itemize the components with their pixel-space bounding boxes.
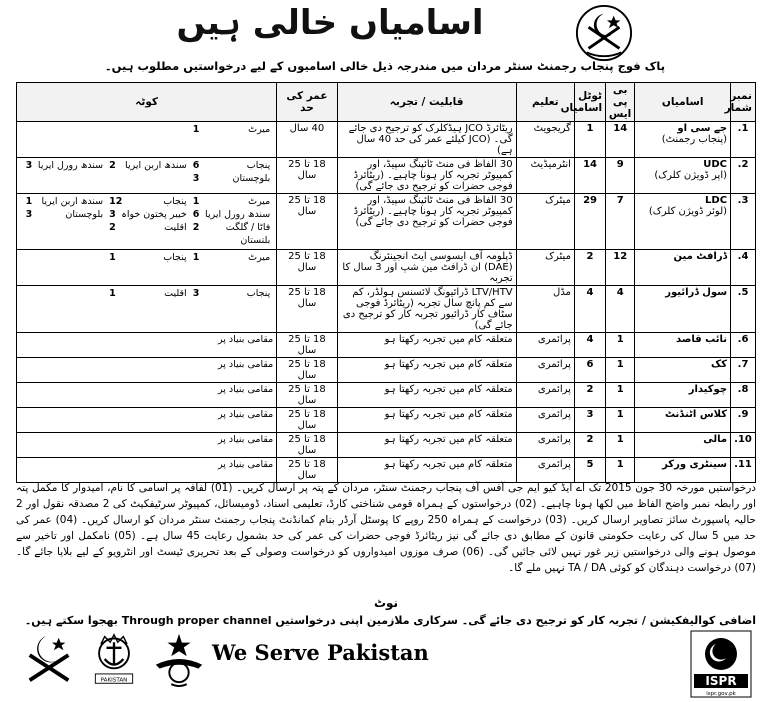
quota-item xyxy=(190,208,274,221)
bps-cell: 12 xyxy=(606,250,635,286)
post-subtitle: (لوئر ڈویژن کلرک) xyxy=(648,206,728,217)
header xyxy=(0,0,768,84)
quota-item xyxy=(190,195,274,208)
quota-list xyxy=(20,195,273,247)
qualification-cell: متعلقہ کام میں تجربہ رکھتا ہو xyxy=(337,358,516,383)
total-posts-cell: 6 xyxy=(574,358,605,383)
table-row xyxy=(17,250,756,286)
ispr-text: ISPR xyxy=(705,674,737,688)
quota-name: فاٹا / گلگت بلتستان xyxy=(225,222,271,246)
quota-cell xyxy=(17,194,277,250)
qualification-cell: متعلقہ کام میں تجربہ رکھتا ہو xyxy=(337,433,516,458)
serial-cell: 7. xyxy=(731,358,756,383)
qualification-cell: LTV/HTV ڈرائیونگ لائسنس ہولڈر، کم سے کم پانچ سال تجربہ (ریٹائرڈ فوجی سٹاف کار ڈرائیور تجربہ کار کو ترجیح دی جائے گی) xyxy=(337,286,516,333)
post-cell xyxy=(635,333,731,358)
total-posts-cell: 5 xyxy=(574,458,605,483)
quota-cell xyxy=(17,358,277,383)
quota-name: خیبر پختون خواہ xyxy=(121,209,187,220)
quota-value: 1 xyxy=(192,124,200,135)
quota-name: پنجاب xyxy=(163,196,187,207)
quota-item xyxy=(23,195,107,208)
post-name: ڈرافٹ مین xyxy=(673,251,728,262)
note-text: اضافی کوالیفکیشن / تجربہ کار کو ترجیح دی جائے گی۔ سرکاری ملازمین اپنی درخواستیں Through proper channel بھجوا سکتے ہیں۔ xyxy=(24,614,756,627)
quota-item xyxy=(23,159,107,172)
post-cell xyxy=(635,433,731,458)
serial-cell: 8. xyxy=(731,383,756,408)
quota-cell xyxy=(17,250,277,286)
post-name: جے سی او xyxy=(677,123,728,134)
education-cell: میٹرک xyxy=(516,250,574,286)
header-sr: نمبر شمار xyxy=(731,83,756,122)
quota-name: سندھ اربن ایریا xyxy=(125,160,187,171)
qualification-cell: 30 الفاظ فی منٹ ٹائپنگ سپیڈ، اور کمپیوٹر تجربہ کار ہونا چاہیے۔ (ریٹائرڈ فوجی حضرات کو ترجیح دی جائے گی) xyxy=(337,194,516,250)
note-heading: نوٹ xyxy=(373,596,399,610)
vacancies-table xyxy=(16,82,756,483)
post-name: LDC xyxy=(705,195,728,206)
quota-value: 1 xyxy=(192,196,200,207)
education-cell: پرائمری xyxy=(516,333,574,358)
total-posts-cell: 14 xyxy=(574,158,605,194)
quota-cell xyxy=(17,122,277,158)
quota-value: 12 xyxy=(109,196,123,207)
age-limit-cell: 18 تا 25 سال xyxy=(277,433,337,458)
quota-list xyxy=(20,251,273,264)
bps-cell: 4 xyxy=(606,286,635,333)
quota-value: 1 xyxy=(192,252,200,263)
quota-text: مقامی بنیاد پر xyxy=(218,334,274,345)
airforce-logo-icon xyxy=(150,630,208,688)
bps-cell: 1 xyxy=(606,383,635,408)
quota-value: 6 xyxy=(192,209,200,220)
post-cell xyxy=(635,358,731,383)
qualification-cell: 30 الفاظ فی منٹ ٹائپنگ سپیڈ، اور کمپیوٹر تجربہ کار ہونا چاہیے۔ (ریٹائرڈ فوجی حضرات کو ترجیح دی جائے گی) xyxy=(337,158,516,194)
quota-name: بلوچستان xyxy=(232,173,271,184)
intro-text: پاک فوج پنجاب رجمنٹ سنٹر مردان میں مندرجہ ذیل خالی اسامیوں کے لیے درخواستیں مطلوب ہیں۔ xyxy=(104,59,666,73)
total-posts-cell: 2 xyxy=(574,433,605,458)
quota-name: میرٹ xyxy=(248,124,271,135)
quota-item xyxy=(106,159,190,172)
quota-cell xyxy=(17,408,277,433)
post-cell xyxy=(635,158,731,194)
serial-cell: 6. xyxy=(731,333,756,358)
age-limit-cell: 18 تا 25 سال xyxy=(277,458,337,483)
bps-cell: 1 xyxy=(606,458,635,483)
total-posts-cell: 2 xyxy=(574,383,605,408)
qualification-cell: ریٹائرڈ JCO ہیڈکلرک کو ترجیح دی جائے گی۔ (JCO کیلئے عمر کی حد 40 سال ہے) xyxy=(337,122,516,158)
quota-value: 3 xyxy=(109,209,116,220)
quota-text: مقامی بنیاد پر xyxy=(218,384,274,395)
quota-item xyxy=(190,221,274,247)
quota-item xyxy=(106,208,190,221)
quota-value: 2 xyxy=(109,222,116,233)
quota-name: بلوچستان xyxy=(65,209,104,220)
note-box xyxy=(16,595,756,629)
post-cell xyxy=(635,383,731,408)
quota-cell xyxy=(17,458,277,483)
serial-cell: 5. xyxy=(731,286,756,333)
age-limit-cell: 18 تا 25 سال xyxy=(277,408,337,433)
post-cell xyxy=(635,408,731,433)
header-bps: بی پی ایس xyxy=(606,83,635,122)
age-limit-cell: 18 تا 25 سال xyxy=(277,383,337,408)
quota-name: سندھ رورل ایریا xyxy=(37,160,104,171)
serial-cell: 2. xyxy=(731,158,756,194)
post-name: کک xyxy=(710,359,728,370)
quota-value: 6 xyxy=(192,160,200,171)
education-cell: مڈل xyxy=(516,286,574,333)
serial-cell: 1. xyxy=(731,122,756,158)
bps-cell: 7 xyxy=(606,194,635,250)
education-cell: پرائمری xyxy=(516,433,574,458)
bps-cell: 1 xyxy=(606,408,635,433)
qualification-cell: متعلقہ کام میں تجربہ رکھتا ہو xyxy=(337,408,516,433)
quota-name: سندھ رورل ایریا xyxy=(205,209,271,220)
total-posts-cell: 2 xyxy=(574,250,605,286)
education-cell: میٹرک xyxy=(516,194,574,250)
age-limit-cell: 18 تا 25 سال xyxy=(277,250,337,286)
quota-item xyxy=(106,287,190,300)
quota-name: اقلیت xyxy=(164,222,187,233)
age-limit-cell: 18 تا 25 سال xyxy=(277,158,337,194)
quota-list xyxy=(20,159,273,185)
post-name: نائب قاصد xyxy=(675,334,728,345)
bps-cell: 1 xyxy=(606,358,635,383)
quota-cell xyxy=(17,158,277,194)
serial-cell: 11. xyxy=(731,458,756,483)
header-quota: کوٹہ xyxy=(17,83,277,122)
serial-cell: 4. xyxy=(731,250,756,286)
post-cell xyxy=(635,458,731,483)
education-cell: پرائمری xyxy=(516,458,574,483)
serial-cell: 10. xyxy=(731,433,756,458)
post-cell xyxy=(635,286,731,333)
table-row xyxy=(17,286,756,333)
quota-text: مقامی بنیاد پر xyxy=(218,359,274,370)
quota-value: 2 xyxy=(192,222,200,233)
quota-item xyxy=(23,208,107,221)
post-subtitle: (اپر ڈویژن کلرک) xyxy=(654,170,728,181)
quota-item xyxy=(190,172,274,185)
slogan: We Serve Pakistan xyxy=(212,640,429,665)
quota-item xyxy=(106,221,190,247)
quota-value: 1 xyxy=(109,288,116,299)
quota-list xyxy=(20,123,273,136)
quota-name: میرٹ xyxy=(248,196,271,207)
quota-value: 3 xyxy=(192,173,200,184)
header-age: عمر کی حد xyxy=(277,83,337,122)
age-limit-cell: 18 تا 25 سال xyxy=(277,286,337,333)
age-limit-cell: 18 تا 25 سال xyxy=(277,358,337,383)
footer xyxy=(0,630,768,702)
page-title: اسامیاں خالی ہیں xyxy=(176,3,484,43)
total-posts-cell: 4 xyxy=(574,333,605,358)
total-posts-cell: 3 xyxy=(574,408,605,433)
table-row xyxy=(17,458,756,483)
qualification-cell: متعلقہ کام میں تجربہ رکھتا ہو xyxy=(337,383,516,408)
quota-name: اقلیت xyxy=(164,288,187,299)
quota-text: مقامی بنیاد پر xyxy=(218,459,274,470)
quota-item xyxy=(190,251,274,264)
navy-logo-icon xyxy=(86,630,142,688)
post-name: کلاس اٹنڈنٹ xyxy=(664,409,728,420)
serial-cell: 9. xyxy=(731,408,756,433)
quota-text: مقامی بنیاد پر xyxy=(218,409,274,420)
age-limit-cell: 18 تا 25 سال xyxy=(277,194,337,250)
quota-cell xyxy=(17,433,277,458)
post-cell xyxy=(635,250,731,286)
table-row xyxy=(17,158,756,194)
ispr-logo-icon xyxy=(690,630,752,698)
quota-name: سندھ اربن ایریا xyxy=(41,196,104,207)
table-header-row xyxy=(17,83,756,122)
ispr-url: ispr.gov.pk xyxy=(706,691,736,697)
age-limit-cell: 40 سال xyxy=(277,122,337,158)
bps-cell: 1 xyxy=(606,433,635,458)
table-row xyxy=(17,383,756,408)
quota-item xyxy=(190,159,274,172)
quota-value: 3 xyxy=(192,288,200,299)
bps-cell: 1 xyxy=(606,333,635,358)
qualification-cell: ڈپلومہ آف ایسوسی ایٹ انجینئرنگ (DAE) ان ڈرافٹ مین شپ اور 3 سال کا تجربہ xyxy=(337,250,516,286)
header-post: اسامیاں xyxy=(635,83,731,122)
header-total: ٹوٹل اسامیاں xyxy=(574,83,605,122)
quota-cell xyxy=(17,383,277,408)
quota-cell xyxy=(17,333,277,358)
quota-value: 1 xyxy=(109,252,116,263)
quota-value: 1 xyxy=(25,196,33,207)
header-qualification: قابلیت / تجربہ xyxy=(337,83,516,122)
quota-cell xyxy=(17,286,277,333)
quota-item xyxy=(106,195,190,208)
quota-item xyxy=(190,287,274,300)
serial-cell: 3. xyxy=(731,194,756,250)
quota-value: 2 xyxy=(109,160,116,171)
total-posts-cell: 4 xyxy=(574,286,605,333)
quota-item xyxy=(106,251,190,264)
table-row xyxy=(17,333,756,358)
quota-item xyxy=(190,123,274,136)
instructions-text: درخواستیں مورخہ 30 جون 2015 تک اے ایڈ کیو ایم جی آفس آف پنجاب رجمنٹ سنٹر، مردان کے پتہ پر ارسال کریں۔ (01) لفافہ پر اسامی کا نام، امیدوار کا مکمل پتہ اور رابطہ نمبر واضح الفاظ میں لکھا ہونا چاہیے۔ (02) درخواستوں کے ہمراہ قومی شناختی کارڈ، تعلیمی اسناد، ڈومیسائل، کمپیوٹر سرٹیفکیٹ کی 2 مصدقہ نقول اور 2 حالیہ پاسپورٹ سائز تصاویر ارسال کریں۔ (03) درخواست کے ہمراہ 250 روپے کا پوسٹل آرڈر بنام کمانڈنٹ پنجاب رجمنٹ سنٹر مردان کو ارسال کریں۔ (04) عمر کی حد میں 5 سال کی رعایت حکومتی قانون کے مطابق دی جائے گی نیز ریٹائرڈ فوجی حضرات کی عمر کی حد بشمول رعایت 45 سال ہے۔ (05) نامکمل اور تاخیر سے موصول ہونے والی درخواستیں زیر غور نہیں لائی جائیں گی۔ (06) صرف موزوں امیدواروں کو درخواست وصولی کے بعد تحریری ٹیسٹ اور انٹرویو کے لیے بلایا جائے گا۔ (07) درخواست دہندگان کو کوئی TA / DA نہیں ملے گا۔ xyxy=(16,482,757,574)
table-row xyxy=(17,194,756,250)
post-name: سول ڈرائیور xyxy=(665,287,728,298)
army-logo-icon xyxy=(20,630,78,688)
quota-text: مقامی بنیاد پر xyxy=(218,434,274,445)
qualification-cell: متعلقہ کام میں تجربہ رکھتا ہو xyxy=(337,458,516,483)
total-posts-cell: 29 xyxy=(574,194,605,250)
quota-list xyxy=(20,287,273,300)
bps-cell: 9 xyxy=(606,158,635,194)
post-name: مالی xyxy=(703,434,728,445)
quota-value: 3 xyxy=(25,160,33,171)
table-row xyxy=(17,433,756,458)
post-name: UDC xyxy=(703,159,728,170)
post-cell xyxy=(635,194,731,250)
education-cell: پرائمری xyxy=(516,408,574,433)
table-row xyxy=(17,358,756,383)
qualification-cell: متعلقہ کام میں تجربہ رکھتا ہو xyxy=(337,333,516,358)
post-name: سینٹری ورکر xyxy=(662,459,728,470)
table-row xyxy=(17,408,756,433)
vacancies-body xyxy=(17,122,756,483)
quota-name: پنجاب xyxy=(163,252,187,263)
total-posts-cell: 1 xyxy=(574,122,605,158)
quota-name: میرٹ xyxy=(248,252,271,263)
table-row xyxy=(17,122,756,158)
quota-name: پنجاب xyxy=(246,160,271,171)
navy-logo-text: PAKISTAN xyxy=(100,677,128,684)
header-education: تعلیم xyxy=(516,83,574,122)
post-cell xyxy=(635,122,731,158)
post-name: چوکیدار xyxy=(688,384,728,395)
bps-cell: 14 xyxy=(606,122,635,158)
age-limit-cell: 18 تا 25 سال xyxy=(277,333,337,358)
education-cell: پرائمری xyxy=(516,383,574,408)
education-cell: انٹرمیڈیٹ xyxy=(516,158,574,194)
quota-value: 3 xyxy=(25,209,33,220)
education-cell: پرائمری xyxy=(516,358,574,383)
education-cell: گریجویٹ xyxy=(516,122,574,158)
quota-name: پنجاب xyxy=(246,288,271,299)
post-subtitle: (پنجاب رجمنٹ) xyxy=(661,134,728,145)
